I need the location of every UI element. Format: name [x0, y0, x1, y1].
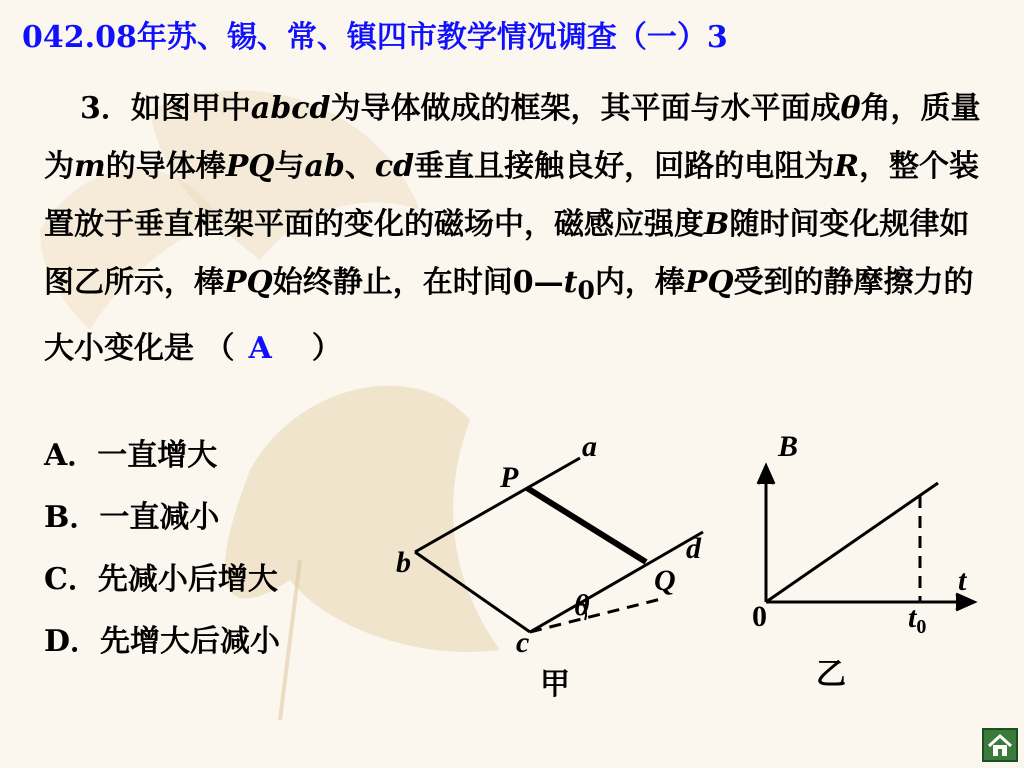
question-segment: 始终静止，在时间 — [272, 265, 513, 300]
question-segment: 受到的静摩擦力的大小变化是 （ — [44, 265, 974, 366]
question-segment: 角，质量为 — [44, 91, 981, 184]
label-q: Q — [654, 564, 676, 597]
label-t0: $t_0$ — [908, 601, 927, 638]
label-d: d — [686, 532, 701, 565]
question-segment: ，整个装置放于垂直框架平面的变化的磁场中，磁感应强度 — [44, 149, 980, 242]
question-segment: 内，棒 — [594, 265, 685, 300]
var-R: R — [834, 149, 860, 184]
label-b: b — [396, 546, 411, 579]
page-title: 042.08年苏、锡、常、镇四市教学情况调查（一）3 — [22, 20, 728, 55]
subscript-0: 0 — [577, 276, 595, 305]
question-segment: 、 — [344, 149, 375, 184]
var-PQ: PQ — [684, 265, 734, 300]
rail-bc — [415, 552, 530, 632]
answer-text: A — [248, 331, 272, 366]
horizontal-dashed-line — [530, 598, 665, 632]
option-a: A．一直增大 — [44, 438, 218, 473]
home-icon — [984, 730, 1016, 760]
rod-pq — [527, 488, 646, 562]
caption-jia: 甲 — [540, 668, 570, 701]
label-c: c — [516, 626, 530, 659]
var-t: t — [563, 265, 578, 300]
figure-jia — [415, 458, 703, 632]
label-a: a — [582, 430, 597, 463]
question-segment: 的导体棒 — [105, 149, 226, 184]
question-number: 3． — [80, 91, 131, 126]
label-p: P — [500, 461, 519, 494]
label-origin: 0 — [752, 600, 767, 633]
label-b-axis: B — [778, 430, 799, 463]
var-ab: ab — [304, 149, 345, 184]
label-theta: θ — [574, 589, 590, 622]
b-axis-arrow — [758, 466, 774, 484]
b-t-line — [766, 483, 938, 602]
var-PQ: PQ — [224, 265, 273, 300]
label-t-axis: t — [958, 564, 967, 597]
option-b: B．一直减小 — [44, 500, 220, 535]
var-m: m — [74, 149, 106, 184]
time-start: 0— — [512, 265, 564, 300]
question-segment: 如图甲中 — [130, 91, 251, 126]
figure-yi — [758, 466, 974, 610]
question-segment: 与 — [274, 149, 305, 184]
var-abcd: abcd — [250, 91, 331, 126]
var-theta: θ — [840, 91, 861, 126]
var-PQ: PQ — [225, 149, 275, 184]
home-nav-button[interactable] — [982, 728, 1018, 762]
question-segment: 随时间变化规律如图乙所示，棒 — [44, 207, 970, 300]
question-segment: 垂直且接触良好，回路的电阻为 — [414, 149, 835, 184]
var-B: B — [704, 207, 730, 242]
option-c: C．先减小后增大 — [44, 562, 278, 597]
question-segment: ） — [311, 331, 342, 366]
var-cd: cd — [374, 149, 415, 184]
caption-yi: 乙 — [816, 658, 846, 691]
option-d: D．先增大后减小 — [44, 624, 281, 659]
question-segment: 为导体做成的框架，其平面与水平面成 — [330, 91, 841, 126]
